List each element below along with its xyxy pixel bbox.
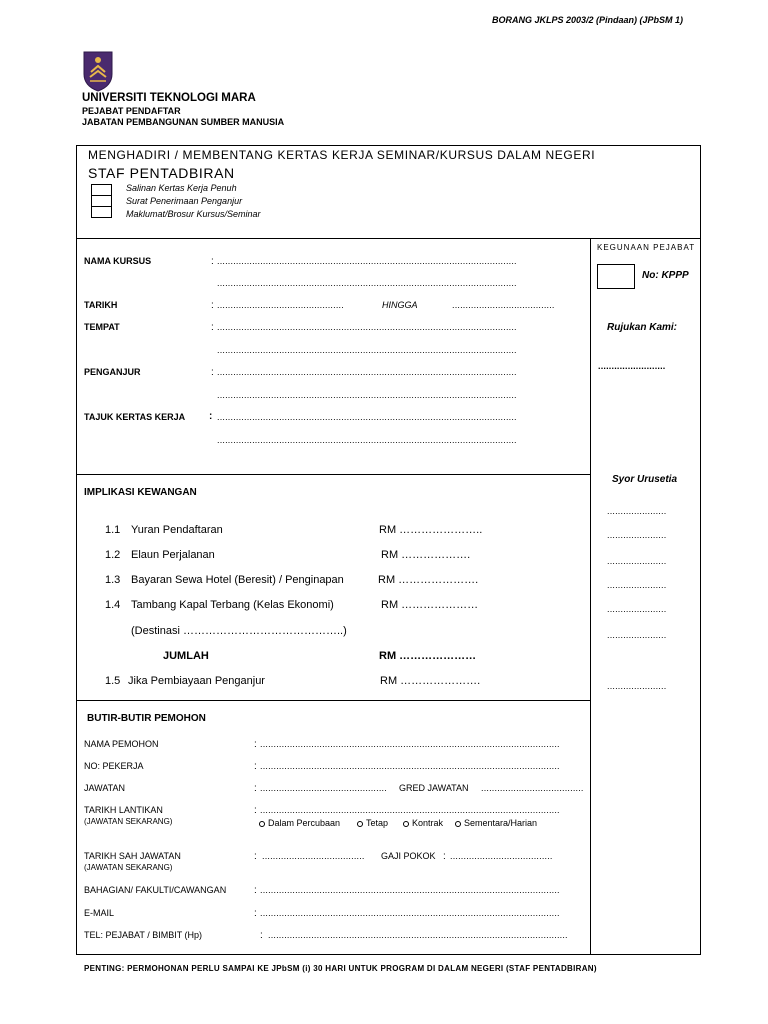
colon: : <box>254 885 257 896</box>
colon: : <box>443 851 446 862</box>
attachment-item: Salinan Kertas Kerja Penuh <box>126 183 237 193</box>
attachment-item: Maklumat/Brosur Kursus/Seminar <box>126 209 261 219</box>
syor-field[interactable]: ...................... <box>607 506 667 516</box>
colon: : <box>254 761 257 772</box>
radio-icon <box>357 821 363 827</box>
no-pekerja-field[interactable]: ............................................................................................................... <box>260 761 560 771</box>
colon: : <box>260 930 263 941</box>
finance-item-num: 1.3 <box>105 574 121 586</box>
office-use-header: KEGUNAAN PEJABAT <box>597 243 696 252</box>
label-penganjur: PENGANJUR <box>84 367 141 377</box>
finance-item-num: 1.1 <box>105 524 121 536</box>
radio-icon <box>403 821 409 827</box>
finance-item-num: 1.2 <box>105 549 121 561</box>
syor-field[interactable]: ...................... <box>607 580 667 590</box>
label-hingga: HINGGA <box>382 300 418 310</box>
tempat-field[interactable]: ............................................................................................................... <box>217 322 517 332</box>
tarikh-lantikan-field[interactable]: ............................................................................................................... <box>260 805 560 815</box>
finance-item-rm[interactable]: RM ………………… <box>381 599 479 611</box>
label-jawatan-sekarang: (JAWATAN SEKARANG) <box>84 863 173 872</box>
bahagian-field[interactable]: ............................................................................................................... <box>260 885 560 895</box>
finance-item-label: Jika Pembiayaan Penganjur <box>128 675 265 687</box>
colon: : <box>254 851 257 862</box>
tarikh-sah-field[interactable]: ...................................... <box>262 851 365 861</box>
penganjur-field-2[interactable]: ............................................................................................................... <box>217 390 517 400</box>
colon: : <box>211 300 214 311</box>
jumlah-label: JUMLAH <box>163 650 209 662</box>
label-tarikh-sah: TARIKH SAH JAWATAN <box>84 851 181 861</box>
label-tel: TEL: PEJABAT / BIMBIT (Hp) <box>84 930 203 940</box>
office-name: PEJABAT PENDAFTAR <box>82 106 181 116</box>
label-gaji: GAJI POKOK <box>381 851 436 861</box>
finance-item-label: Bayaran Sewa Hotel (Beresit) / Penginapan <box>131 574 344 586</box>
tempat-field-2[interactable]: ............................................................................................................... <box>217 345 517 355</box>
colon: : <box>211 367 214 378</box>
jawatan-field[interactable]: ............................................... <box>260 783 387 793</box>
form-subtitle: STAF PENTADBIRAN <box>88 165 235 181</box>
tarikh-to-field[interactable]: ...................................... <box>452 300 555 310</box>
colon: : <box>254 783 257 794</box>
label-nama-pemohon: NAMA PEMOHON <box>84 739 159 749</box>
syor-label: Syor Urusetia <box>612 474 678 485</box>
finance-item-label: Tambang Kapal Terbang (Kelas Ekonomi) <box>131 599 334 611</box>
kppp-box[interactable] <box>597 264 635 289</box>
colon: : <box>254 908 257 919</box>
tarikh-from-field[interactable]: ............................................... <box>217 300 344 310</box>
label-email: E-MAIL <box>84 908 115 918</box>
nama-kursus-field-2[interactable]: ............................................................................................................... <box>217 278 517 288</box>
penganjur-field[interactable]: ............................................................................................................... <box>217 367 517 377</box>
rujukan-field[interactable]: ......................... <box>598 361 666 371</box>
label-no-pekerja: NO: PEKERJA <box>84 761 144 771</box>
university-name: UNIVERSITI TEKNOLOGI MARA <box>82 92 256 104</box>
finance-item-rm[interactable]: RM …………………. <box>380 675 481 687</box>
label-bahagian: BAHAGIAN/ FAKULTI/CAWANGAN <box>84 885 227 895</box>
label-gred: GRED JAWATAN <box>399 783 469 793</box>
label-tempat: TEMPAT <box>84 322 120 332</box>
form-code: BORANG JKLPS 2003/2 (Pindaan) (JPbSM 1) <box>492 15 684 25</box>
finance-item-label: Elaun Perjalanan <box>131 549 215 561</box>
label-nama-kursus: NAMA KURSUS <box>84 256 152 266</box>
department-name: JABATAN PEMBANGUNAN SUMBER MANUSIA <box>82 117 285 127</box>
tel-field[interactable]: ............................................................................................................... <box>268 930 568 940</box>
syor-field[interactable]: ...................... <box>607 604 667 614</box>
radio-icon <box>259 821 265 827</box>
colon: : <box>254 739 257 750</box>
form-title: MENGHADIRI / MEMBENTANG KERTAS KERJA SEMINAR/KURSUS DALAM NEGERI <box>88 148 596 162</box>
gred-field[interactable]: ...................................... <box>481 783 584 793</box>
colon: : <box>209 411 213 422</box>
finance-item-rm[interactable]: RM ………………. <box>381 549 471 561</box>
attachment-item: Surat Penerimaan Penganjur <box>126 196 243 206</box>
colon: : <box>211 322 214 333</box>
syor-field[interactable]: ...................... <box>607 530 667 540</box>
status-option-tetap[interactable]: Tetap <box>357 818 388 828</box>
jumlah-rm[interactable]: RM ………………… <box>379 650 477 662</box>
university-logo <box>82 50 114 92</box>
footer-note: PENTING: PERMOHONAN PERLU SAMPAI KE JPbSM (i) 30 HARI UNTUK PROGRAM DI DALAM NEGERI (STAF PENTADBIRAN) <box>84 964 597 973</box>
tajuk-field-2[interactable]: ............................................................................................................... <box>217 435 517 445</box>
label-jawatan: JAWATAN <box>84 783 125 793</box>
finance-item-num: 1.4 <box>105 599 121 611</box>
rujukan-label: Rujukan Kami: <box>607 322 678 333</box>
email-field[interactable]: ............................................................................................................... <box>260 908 560 918</box>
no-kppp-label: No: KPPP <box>642 270 689 281</box>
attachment-checkbox-group <box>91 184 112 218</box>
label-tarikh: TARIKH <box>84 300 118 310</box>
radio-icon <box>455 821 461 827</box>
label-tajuk: TAJUK KERTAS KERJA <box>84 412 186 422</box>
status-option-sementara[interactable]: Sementara/Harian <box>455 818 537 828</box>
finance-item-num: 1.5 <box>105 675 121 687</box>
colon: : <box>211 256 214 267</box>
nama-kursus-field[interactable]: ............................................................................................................... <box>217 256 517 266</box>
gaji-field[interactable]: ...................................... <box>450 851 553 861</box>
label-jawatan-sekarang: (JAWATAN SEKARANG) <box>84 817 173 826</box>
finance-item-rm[interactable]: RM ………………….. <box>379 524 483 536</box>
applicant-heading: BUTIR-BUTIR PEMOHON <box>87 713 206 724</box>
nama-pemohon-field[interactable]: ............................................................................................................... <box>260 739 560 749</box>
colon: : <box>254 805 257 816</box>
finance-item-rm[interactable]: RM …………………. <box>378 574 479 586</box>
status-option-kontrak[interactable]: Kontrak <box>403 818 443 828</box>
finance-item-label: Yuran Pendaftaran <box>131 524 223 536</box>
finance-heading: IMPLIKASI KEWANGAN <box>84 487 197 498</box>
syor-field[interactable]: ...................... <box>607 556 667 566</box>
syor-field[interactable]: ...................... <box>607 681 667 691</box>
status-option-percubaan[interactable]: Dalam Percubaan <box>259 818 340 828</box>
syor-field[interactable]: ...................... <box>607 630 667 640</box>
label-tarikh-lantikan: TARIKH LANTIKAN <box>84 805 163 815</box>
tajuk-field[interactable]: ............................................................................................................... <box>217 412 517 422</box>
destinasi-field[interactable]: (Destinasi ……………………………………..) <box>131 625 347 637</box>
